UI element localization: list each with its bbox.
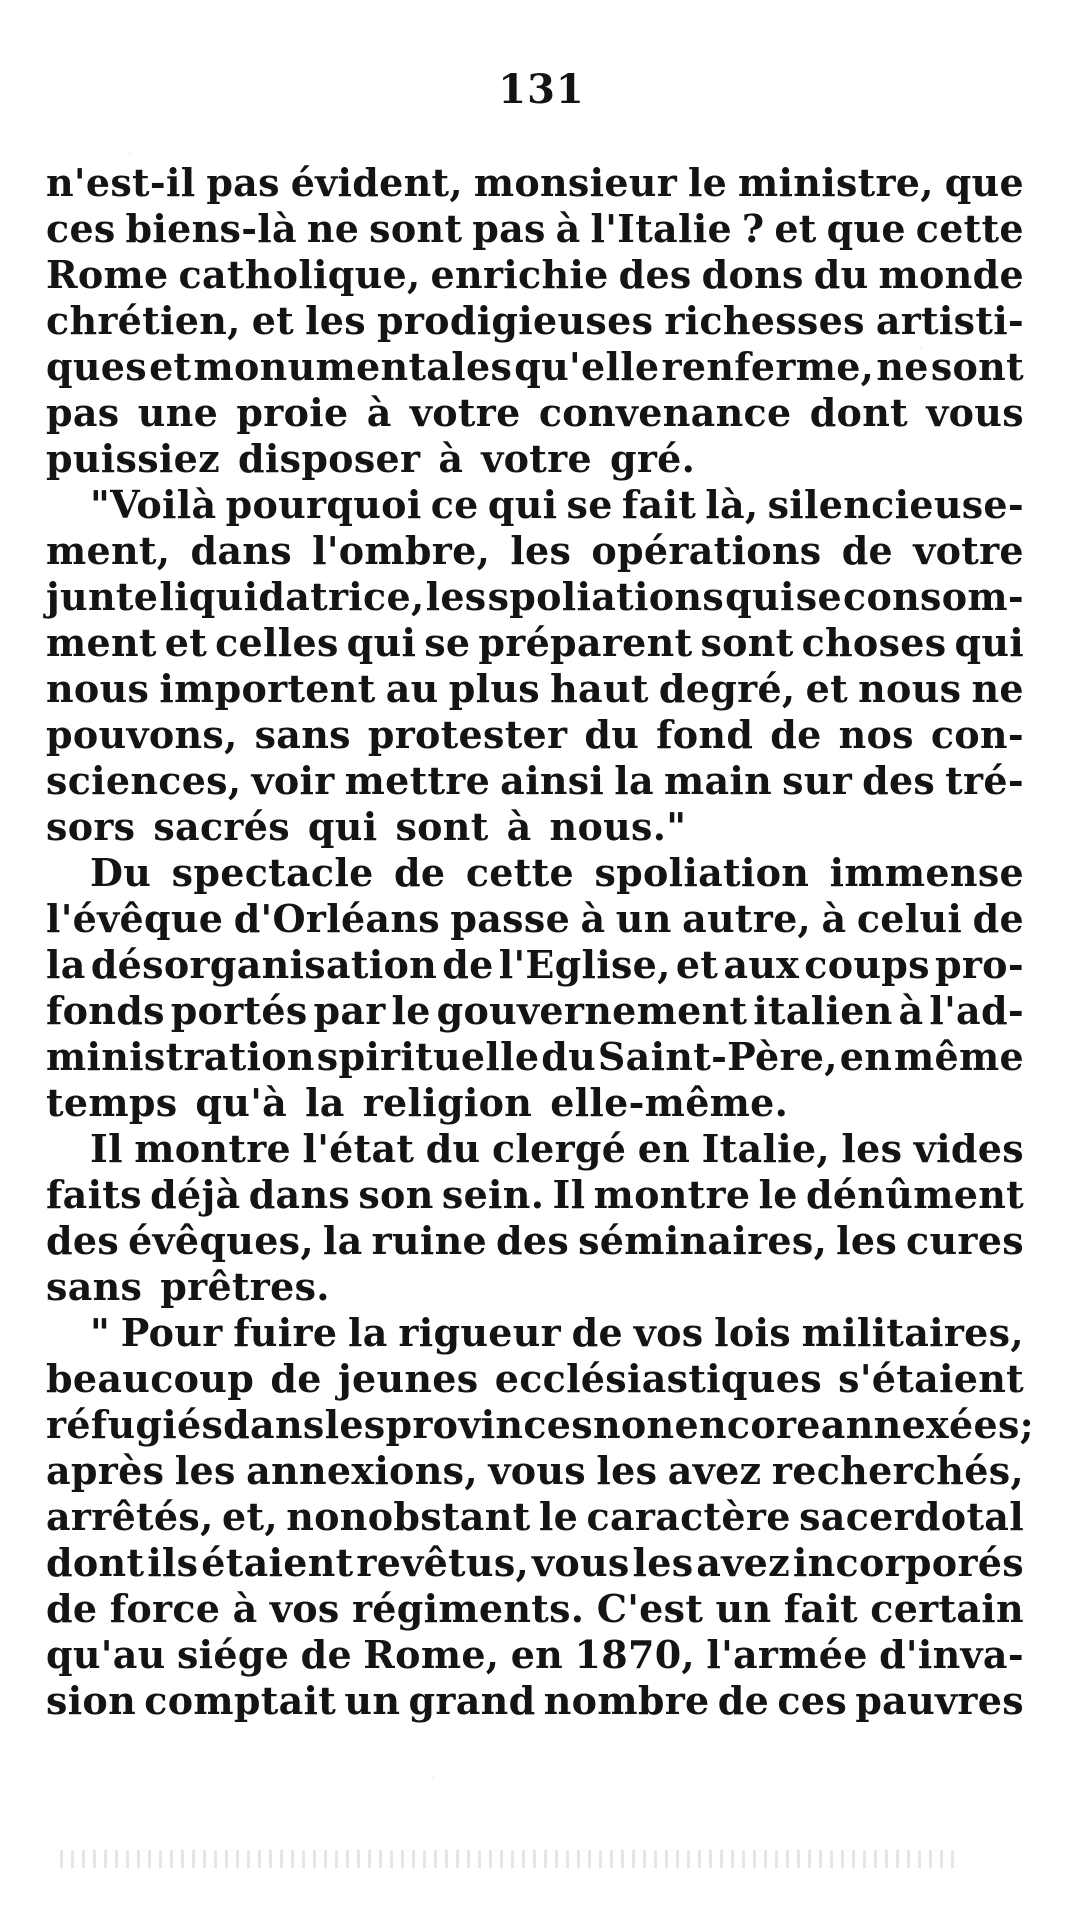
word: tré- [945, 758, 1024, 803]
word: nous." [549, 804, 687, 849]
word: aux [723, 942, 800, 987]
word: catholique, [178, 252, 421, 297]
word: C'est [596, 1586, 704, 1631]
word: au [385, 666, 439, 711]
word: désorganisation [90, 942, 438, 987]
word: qui [487, 482, 558, 527]
word: en [510, 1632, 564, 1677]
page-number: 131 [498, 66, 585, 113]
word: dont [809, 390, 908, 435]
word: revêtus, [356, 1540, 530, 1585]
word: nonobstant [286, 1494, 531, 1539]
word: que [826, 206, 906, 251]
text-line [46, 1540, 1024, 1586]
word: sont [369, 206, 463, 251]
text-line [46, 1264, 1024, 1310]
word: déjà [150, 1172, 241, 1217]
word: la [46, 942, 86, 987]
word: votre [481, 436, 592, 481]
word: coups [804, 942, 930, 987]
word: incorporés [792, 1540, 1024, 1585]
text-line [46, 1448, 1024, 1494]
text-line [46, 758, 1024, 804]
word: mettre [344, 758, 491, 803]
word: 1870, [574, 1632, 695, 1677]
word: monde [878, 252, 1024, 297]
word: faits [46, 1172, 142, 1217]
word: monsieur [473, 160, 678, 205]
word: se [566, 482, 613, 527]
word: l'ombre, [312, 528, 491, 573]
word: nos [838, 712, 914, 757]
word: ne [306, 206, 360, 251]
word: pas [46, 390, 120, 435]
word: pourquoi [225, 482, 422, 527]
word: biens-là [125, 206, 297, 251]
word: richesses [664, 298, 865, 343]
word: spoliations [487, 574, 725, 619]
word: opérations [591, 528, 822, 573]
text-line [46, 206, 1024, 252]
word: non [592, 1402, 675, 1447]
word: lois [714, 1310, 791, 1355]
word: l'ad- [929, 988, 1024, 1033]
text-line [46, 1356, 1024, 1402]
word: l'état [302, 1126, 415, 1171]
word: ministration [46, 1034, 315, 1079]
word: protester [367, 712, 568, 757]
word: et [774, 206, 817, 251]
word: régiments. [351, 1586, 585, 1631]
word: recherchés, [771, 1448, 1024, 1493]
word: sur [782, 758, 853, 803]
word: votre [409, 390, 521, 435]
word: avez [696, 1540, 790, 1585]
word: là, [705, 482, 759, 527]
text-line [46, 252, 1024, 298]
word: de [841, 528, 894, 573]
word: de [770, 712, 822, 757]
word: spoliation [594, 850, 810, 895]
word: ils [147, 1540, 199, 1585]
word: Rome [46, 252, 169, 297]
word: cette [915, 206, 1024, 251]
text-line [46, 1586, 1024, 1632]
word: séminaires, [578, 1218, 828, 1263]
text-line [46, 1218, 1024, 1264]
word: un [344, 1678, 401, 1723]
word: les [305, 298, 366, 343]
word: vous [531, 1540, 630, 1585]
text-line [46, 528, 1024, 574]
word: certain [870, 1586, 1024, 1631]
word: italien [753, 988, 893, 1033]
word: s'étaient [838, 1356, 1024, 1401]
word: con- [930, 712, 1024, 757]
text-line [46, 620, 1024, 666]
word: la [614, 758, 654, 803]
word: qui [346, 620, 417, 665]
word: qui [307, 804, 378, 849]
word: spirituelle [316, 1034, 540, 1079]
text-line [46, 666, 1024, 712]
text-line [46, 942, 1024, 988]
word: une [137, 390, 219, 435]
word: provinces [385, 1402, 593, 1447]
word: disposer [238, 436, 421, 481]
word: les [841, 1126, 903, 1171]
word: siége [176, 1632, 290, 1677]
word: ces [46, 206, 116, 251]
word: fond [656, 712, 754, 757]
word: grand [408, 1678, 536, 1723]
word: ministre, [738, 160, 934, 205]
word: "Voilà [90, 482, 217, 527]
word: vides [913, 1126, 1024, 1171]
word: votre [913, 528, 1024, 573]
word: sion [46, 1678, 137, 1723]
word: force [109, 1586, 221, 1631]
word: sont [395, 804, 489, 849]
word: cette [465, 850, 574, 895]
word: à [580, 896, 606, 941]
word: pas [206, 160, 280, 205]
word: clergé [491, 1126, 627, 1171]
body-text [46, 160, 1034, 1724]
word: portés [170, 988, 308, 1033]
word: et [251, 298, 295, 343]
word: " [90, 1310, 111, 1355]
word: spectacle [171, 850, 374, 895]
word: vous [488, 1448, 586, 1493]
word: à [821, 896, 847, 941]
word: les [425, 574, 487, 619]
word: les [836, 1218, 898, 1263]
word: à [506, 804, 532, 849]
word: proie [236, 390, 349, 435]
text-line [46, 1678, 1024, 1724]
word: comptait [144, 1678, 337, 1723]
word: évident, [290, 160, 463, 205]
word: d'Orléans [233, 896, 440, 941]
text-line [46, 298, 1024, 344]
word: monumentales [193, 344, 513, 389]
word: étaient [201, 1540, 354, 1585]
word: sans [254, 712, 351, 757]
word: le [391, 988, 431, 1033]
word: dons [701, 252, 804, 297]
word: sont [700, 620, 794, 665]
word: gouvernement [436, 988, 748, 1033]
word: pro- [934, 942, 1024, 987]
word: un [615, 896, 672, 941]
word: les [324, 1402, 386, 1447]
word: liquidatrice, [159, 574, 425, 619]
word: et [675, 942, 719, 987]
word: à [555, 206, 581, 251]
word: Il [552, 1172, 586, 1217]
word: ces [777, 1678, 848, 1723]
word: vous [926, 390, 1024, 435]
word: pauvres [855, 1678, 1024, 1723]
word: vos [269, 1586, 340, 1631]
word: du [425, 1126, 481, 1171]
word: la [348, 1310, 388, 1355]
text-line [46, 850, 1024, 896]
word: convenance [538, 390, 792, 435]
word: vos [633, 1310, 704, 1355]
word: ques [46, 344, 147, 389]
word: et [805, 666, 848, 711]
word: des [618, 252, 692, 297]
text-line [46, 988, 1024, 1034]
word: annexions, [246, 1448, 478, 1493]
word: montre [593, 1172, 751, 1217]
word: prodigieuses [376, 298, 654, 343]
text-line [46, 482, 1024, 528]
word: le [687, 160, 728, 205]
word: Pour [120, 1310, 223, 1355]
word: sacerdotal [799, 1494, 1024, 1539]
word: junte [46, 574, 159, 619]
word: dont [46, 1540, 145, 1585]
word: sont [930, 344, 1024, 389]
word: voir [251, 758, 335, 803]
word: des [496, 1218, 570, 1263]
word: montre [134, 1126, 291, 1171]
word: après [46, 1448, 165, 1493]
word: de [46, 1586, 98, 1631]
word: haut [550, 666, 649, 711]
word: le [538, 1494, 579, 1539]
word: de [571, 1310, 624, 1355]
word: sans [46, 1264, 143, 1309]
word: qui [725, 574, 795, 619]
word: la [322, 1218, 363, 1263]
word: nous [858, 666, 962, 711]
word: prêtres. [160, 1264, 330, 1309]
word: artisti- [875, 298, 1024, 343]
word: beaucoup [46, 1356, 255, 1401]
word: plus [448, 666, 540, 711]
word: l'évêque [46, 896, 224, 941]
word: celles [215, 620, 339, 665]
word: du [541, 1034, 597, 1079]
word: fait [783, 1586, 858, 1631]
word: degré, [658, 666, 796, 711]
word: religion [362, 1080, 533, 1125]
word: ne [876, 344, 929, 389]
word: de [270, 1356, 322, 1401]
word: les [174, 1448, 236, 1493]
word: qui [954, 620, 1024, 665]
word: de [442, 942, 494, 987]
word: même [894, 1034, 1024, 1079]
word: à [232, 1586, 258, 1631]
word: sciences, [46, 758, 242, 803]
word: se [424, 620, 471, 665]
text-line [46, 344, 1024, 390]
text-line [46, 390, 1024, 436]
word: temps [46, 1080, 178, 1125]
text-line [46, 1494, 1024, 1540]
text-line [46, 1126, 1024, 1172]
word: caractère [586, 1494, 791, 1539]
word: dans [248, 1172, 351, 1217]
word: de [300, 1632, 352, 1677]
word: immense [829, 850, 1024, 895]
word: celui [856, 896, 963, 941]
word: l'Italie [590, 206, 732, 251]
word: encore [674, 1402, 821, 1447]
text-line [46, 574, 1024, 620]
scan-noise [60, 1850, 960, 1868]
word: dénûment [806, 1172, 1024, 1217]
text-line [46, 1080, 1024, 1126]
word: annexées [820, 1402, 1020, 1447]
word: en [637, 1126, 691, 1171]
word: en [839, 1034, 893, 1079]
word: Il [90, 1126, 123, 1171]
text-line [46, 1172, 1024, 1218]
word: qu'à [195, 1080, 288, 1125]
word: puissiez [46, 436, 221, 481]
word: ainsi [500, 758, 605, 803]
word: chrétien, [46, 298, 241, 343]
word: l'Eglise, [498, 942, 671, 987]
word: n'est-il [46, 160, 196, 205]
word: à [366, 390, 392, 435]
word: se [795, 574, 842, 619]
text-line [46, 804, 1024, 850]
word: et [164, 620, 208, 665]
word: jeunes [337, 1356, 479, 1401]
word: sacrés [153, 804, 290, 849]
word: d'inva- [879, 1632, 1024, 1677]
word: et, [221, 1494, 278, 1539]
word: autre, [682, 896, 812, 941]
word: à [898, 988, 924, 1033]
word: de [972, 896, 1024, 941]
word: consom- [843, 574, 1024, 619]
word: pouvons, [46, 712, 238, 757]
word: nous [46, 666, 150, 711]
word: les [632, 1540, 694, 1585]
word: son [358, 1172, 434, 1217]
word: à [438, 436, 464, 481]
word: un [715, 1586, 772, 1631]
word: le [758, 1172, 798, 1217]
word: passe [450, 896, 571, 941]
word: dans [223, 1402, 325, 1447]
word: que [944, 160, 1024, 205]
text-line [46, 160, 1024, 206]
word: enrichie [430, 252, 609, 297]
text-line [46, 1310, 1024, 1356]
word: ; [1019, 1402, 1034, 1447]
word: fonds [46, 988, 165, 1033]
word: réfugiés [46, 1402, 224, 1447]
text-line [46, 712, 1024, 758]
word: gré. [609, 436, 696, 481]
word: elle-même. [550, 1080, 789, 1125]
word: rigueur [398, 1310, 561, 1355]
text-line [46, 896, 1024, 942]
word: arrêtés, [46, 1494, 214, 1539]
word: les [510, 528, 572, 573]
word: du [813, 252, 869, 297]
text-line [46, 1034, 1024, 1080]
word: la [305, 1080, 345, 1125]
word: et [149, 344, 192, 389]
word: sors [46, 804, 136, 849]
word: silencieuse- [767, 482, 1024, 527]
word: sein. [441, 1172, 545, 1217]
word: Du [90, 850, 152, 895]
word: dans [190, 528, 292, 573]
word: main [663, 758, 773, 803]
word: militaires, [801, 1310, 1024, 1355]
word: avez [667, 1448, 762, 1493]
word: préparent [478, 620, 693, 665]
word: importent [159, 666, 376, 711]
word: l'armée [706, 1632, 868, 1677]
word: ment [46, 620, 157, 665]
word: fuire [233, 1310, 338, 1355]
word: cures [906, 1218, 1024, 1263]
word: qu'au [46, 1632, 166, 1677]
word: ne [971, 666, 1024, 711]
word: des [862, 758, 936, 803]
word: ? [741, 206, 765, 251]
word: renferme, [661, 344, 875, 389]
word: des [46, 1218, 120, 1263]
text-line [46, 1632, 1024, 1678]
word: pas [472, 206, 546, 251]
word: choses [801, 620, 947, 665]
word: les [596, 1448, 658, 1493]
word: évêques, [128, 1218, 314, 1263]
word: par [313, 988, 386, 1033]
text-line [46, 1402, 1034, 1448]
word: de [717, 1678, 770, 1723]
word: qu'elle [514, 344, 660, 389]
word: Italie, [701, 1126, 830, 1171]
text-line [46, 436, 1024, 482]
word: ruine [371, 1218, 487, 1263]
word: ecclésiastiques [494, 1356, 822, 1401]
word: ce [430, 482, 479, 527]
word: de [394, 850, 446, 895]
word: fait [621, 482, 697, 527]
word: nombre [543, 1678, 710, 1723]
word: du [584, 712, 640, 757]
word: Rome, [363, 1632, 500, 1677]
word: Saint-Père, [597, 1034, 838, 1079]
word: ment, [46, 528, 171, 573]
